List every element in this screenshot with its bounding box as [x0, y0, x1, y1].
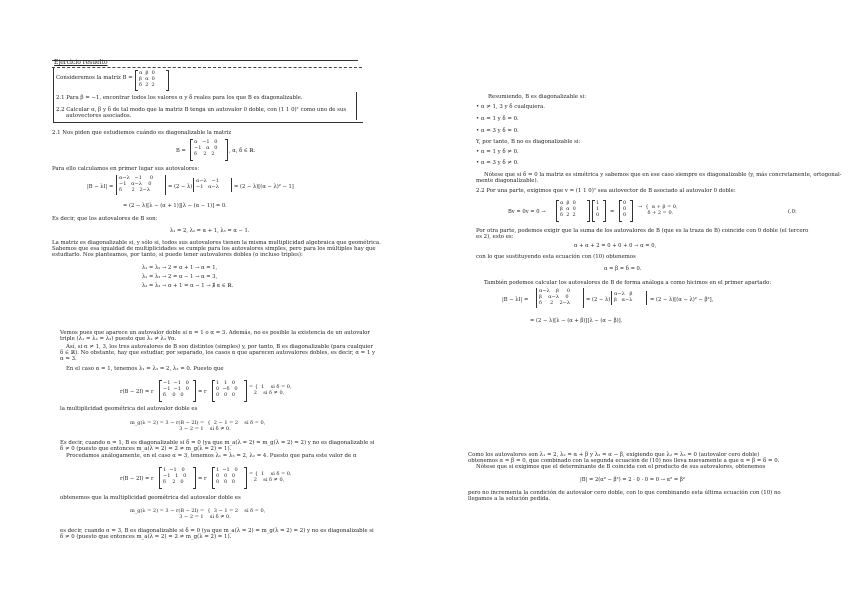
- bracket: [619, 200, 622, 222]
- matrix-b: α −1 0 −1 α 0 δ 2 2: [194, 139, 218, 157]
- problem-box-left: [53, 68, 54, 122]
- paragraph: Sabemos que esa igualdad de multiplicidades se cumple para los autovalores simples, pero para los múltiples hay que: [52, 246, 376, 252]
- bullet-item: • α = 1 y δ = 0.: [476, 116, 519, 122]
- bullet-item: • α = 3 y δ ≠ 0.: [476, 160, 519, 166]
- paragraph: δ ≠ 0 (puesto que entonces m_a(λ = 2) = 2 ≠ m_g(λ = 2) = 1).: [60, 446, 232, 452]
- paragraph: Por otra parte, podemos exigir que la suma de los autovalores de B (que es la traza de B) coincide con 0 doble (el tercero: [476, 228, 809, 234]
- eigvec-eq: =: [610, 209, 615, 215]
- determinant-equation: |B| = 2(α² − β²) = 2 · 0 · 0 = 0 → α² = β²: [580, 477, 685, 483]
- paragraph: En el caso α = 1, tenemos λ₁ = λ₂ = 2, λ₃ = 0. Puesto que: [66, 366, 224, 372]
- rank-1-eq: = r: [198, 389, 207, 395]
- bracket: [592, 200, 595, 222]
- charpoly-det2: α−λ −1 −1 α−λ: [196, 178, 219, 190]
- bracket: [159, 380, 162, 402]
- charpoly2-det2: α−λ β β α−λ: [614, 291, 633, 303]
- bracket: [193, 380, 196, 402]
- rank-2-matrix-a: 1 −1 0 −1 1 0 δ 2 0: [163, 467, 187, 485]
- eigvec-system: → { α + β = 0, δ + 2 = 0.: [638, 204, 678, 216]
- paragraph: También podemos calcular los autovalores de B de forma análoga a como hicimos en el primer apartado:: [484, 280, 772, 286]
- paragraph: obtenemos α = β = 0, que combinado con la segunda ecuación de (10) nos lleva nuevamente a que α = β = δ = 0.: [468, 458, 780, 464]
- paragraph: Nótese que si δ = 0 la matriz es simétrica y sabemos que en ese caso siempre es diagonalizable (y, más concretamente, ortogonal-: [484, 172, 842, 178]
- matrix-b-condition: , α, δ ∈ ℝ.: [229, 148, 256, 154]
- question-2-2: 2.2 Calcular α, β y δ de tal modo que la matriz B tenga un autovalor 0 doble, con (1 1 0)ᵀ como uno de sus: [56, 107, 347, 113]
- rank-2-matrix-b: 1 −1 0 0 0 0 0 0 0: [216, 467, 238, 485]
- det-bar: [611, 291, 612, 305]
- paragraph: 2.2 Por una parte, exigimos que v = (1 1 0)ᵀ sea autovector de B asociado al autovalor 0 doble:: [476, 188, 736, 194]
- paragraph: llegamos a la solución pedida.: [468, 496, 551, 502]
- rank-2-eq: = r: [198, 476, 207, 482]
- charpoly2-det: α−λ β 0 β α−λ 0 δ 2 2−λ: [539, 288, 571, 306]
- case-line: λ₂ = λ₃ → α + 1 = α − 1 → ∄ α ∈ ℝ.: [142, 283, 234, 289]
- bullet-text: α ≠ 1, 3 y δ cualquiera.: [480, 104, 545, 110]
- bracket: [244, 380, 247, 402]
- paragraph: Para ello calculamos en primer lugar sus autovalores:: [52, 166, 200, 172]
- geometric-mult-2: m_g(λ = 2) = 3 − r(B − 2I) = { 3 − 1 = 2 si δ = 0, 3 − 2 = 1 si δ ≠ 0.: [130, 508, 266, 520]
- rank-1-matrix-a: −1 −1 0 −1 −1 0 δ 0 0: [163, 380, 189, 398]
- matrix-b-label: B =: [176, 148, 186, 154]
- header-title: Ejercicio resuelto: [54, 59, 108, 66]
- paragraph: estudiarlo. Nos planteamos, por tanto, si puede tener autovalores dobles (o incluso triples):: [52, 252, 303, 258]
- paragraph: δ ∈ ℝ). No obstante, hay que estudiar, por separado, los casos α que aparecen autovalores dobles, es decir, α = 1 y: [60, 350, 376, 356]
- bullet-text: α = 3 y δ ≠ 0.: [480, 160, 519, 166]
- rank-2-lhs: r(B − 2I) = r: [120, 476, 154, 482]
- det-bar: [646, 291, 647, 305]
- bracket: [587, 200, 590, 222]
- rank-1-matrix-b: 1 1 0 0 −δ 0 0 0 0: [216, 380, 238, 398]
- det-bar: [583, 288, 584, 308]
- geometric-mult-1: m_g(λ = 2) = 3 − r(B − 2I) = { 2 − 1 = 2 si δ = 0, 3 − 2 = 1 si δ ≠ 0.: [130, 420, 266, 432]
- solution-line: α = β = δ = 0.: [604, 266, 642, 272]
- paragraph: δ ≠ 0 (puesto que entonces m_a(λ = 2) = 2 ≠ m_g(λ = 2) = 1).: [60, 534, 232, 540]
- bracket: [630, 200, 633, 222]
- charpoly-line2: = (2 − λ)[λ − (α + 1)][λ − (α − 1)] = 0.: [123, 203, 227, 209]
- paragraph: Nótese que si exigimos que el determinante de B coincida con el producto de sus autovalores, obtenemos: [476, 464, 766, 470]
- charpoly-mid: = (2 − λ): [168, 184, 193, 190]
- case-line: λ₁ = λ₂ → 2 = α + 1 → α = 1,: [142, 265, 218, 271]
- bracket: [193, 467, 196, 489]
- bracket: [212, 380, 215, 402]
- bullet-item: • α = 1 y δ ≠ 0.: [476, 149, 519, 155]
- bullet-text: α = 3 y δ = 0.: [480, 128, 519, 134]
- paragraph: Resumiendo, B es diagonalizable si:: [488, 94, 587, 100]
- problem-box-right: [356, 92, 357, 120]
- paragraph: Es decir, cuando α = 1, B es diagonalizable si δ = 0 (ya que m_a(λ = 2) = m_g(λ = 2) = 2) y no es diagonalizable si: [60, 440, 375, 446]
- header-rule-dashed: [52, 67, 362, 68]
- det-bar: [231, 178, 232, 192]
- eigvec-lhs: Bv = 0v = 0 →: [508, 209, 546, 215]
- problem-intro: Consideremos la matriz B =: [56, 75, 133, 81]
- charpoly2-lhs: |B − λI| =: [502, 297, 529, 303]
- det-bar: [193, 178, 194, 192]
- paragraph: la multiplicidad geométrica del autovalor doble es: [60, 406, 198, 412]
- paragraph: Procedamos análogamente, en el caso α = 3, tenemos λ₁ = λ₃ = 2, λ₂ = 4. Puesto que para este valor de α: [66, 453, 357, 459]
- paragraph: es decir, cuando α = 3, B es diagonalizable si δ = 0 (ya que m_a(λ = 2) = m_g(λ = 2) = 2) y no es diagonalizable si: [60, 528, 374, 534]
- rank-1-lhs: r(B − 2I) = r: [120, 389, 154, 395]
- paragraph: Así, si α ≠ 1, 3, los tres autovalores de B son distintos (simples) y, por tanto, B es diagonalizable (para cualquier: [66, 344, 374, 350]
- question-2-1: 2.1 Para β = −1, encontrar todos los valores α y δ reales para los que B es diagonalizable.: [56, 95, 303, 101]
- bracket: [166, 70, 169, 91]
- paragraph: mente diagonalizable).: [476, 178, 539, 184]
- case-line: λ₁ = λ₃ → 2 = α − 1 → α = 3,: [142, 274, 218, 280]
- det-bar: [536, 288, 537, 308]
- paragraph: Vemos pues que aparece un autovalor doble si α = 1 o α = 3. Además, no es posible la existencia de un autovalor: [60, 330, 370, 336]
- eigvec-vector: 1 1 0: [596, 200, 600, 218]
- paragraph: con lo que sustituyendo esta ecuación con (10) obtenemos: [476, 254, 636, 260]
- paragraph: α = 3.: [60, 356, 77, 362]
- bracket: [244, 467, 247, 489]
- bracket: [556, 200, 559, 222]
- paragraph: La matriz es diagonalizable si, y sólo si, todos sus autovalores tienen la misma multiplicidad algebraica que geométrica.: [52, 240, 381, 246]
- rank-1-result: = { 1 si δ = 0, 2 si δ ≠ 0,: [249, 384, 292, 396]
- equation-tag: (.0:: [788, 209, 797, 215]
- bullet-text: α = 1 y δ ≠ 0.: [480, 149, 519, 155]
- bullet-item: • α = 3 y δ = 0.: [476, 128, 519, 134]
- paragraph: pero no incrementa la condición de autovalor cero doble, con lo que combinando esta última ecuación con (10) no: [468, 490, 781, 496]
- charpoly2-rhs: = (2 − λ)[(α − λ)² − β²],: [650, 297, 714, 303]
- paragraph: obtenemos que la multiplicidad geométrica del autovalor doble es: [60, 495, 241, 501]
- charpoly-det: α−λ −1 0 −1 α−λ 0 δ 2 2−λ: [119, 175, 154, 193]
- bullet-item: • α ≠ 1, 3 y δ cualquiera.: [476, 104, 545, 110]
- solution-2-1-intro: 2.1 Nos piden que estudiemos cuándo es diagonalizable la matriz: [52, 130, 232, 136]
- paragraph: triple (λ₁ = λ₂ = λ₃) puesto que λ₂ ≠ λ₃ ∀α.: [60, 336, 177, 342]
- trace-equation: α + α + 2 = 0 + 0 + 0 → α = 0,: [574, 243, 657, 249]
- charpoly-lhs: |B − λI| =: [87, 184, 114, 190]
- problem-box-bottom: [53, 122, 363, 123]
- bracket: [225, 139, 228, 161]
- paragraph: Es decir, que los autovalores de B son:: [52, 216, 158, 222]
- eigenvalues: λ₁ = 2, λ₂ = α + 1, λ₃ = α − 1.: [170, 228, 250, 234]
- bracket: [159, 467, 162, 489]
- eigvec-zero: 0 0 0: [623, 200, 627, 218]
- problem-matrix: α β 0 β α 0 δ 2 2: [139, 70, 155, 88]
- charpoly2-line2: = (2 − λ)[λ − (α + β)][λ − (α − β)].: [530, 318, 623, 324]
- bracket: [135, 70, 138, 91]
- eigvec-matrix: α β 0 β α 0 δ 2 2: [560, 200, 576, 218]
- paragraph: Y, por tanto, B no es diagonalizable si:: [476, 139, 581, 145]
- question-2-2-cont: autovectores asociados.: [66, 113, 132, 119]
- paragraph: Como los autovalores son λ₁ = 2, λ₂ = α + β y λ₃ = α − β, exigiendo que λ₂ = λ₃ = 0 (autovalor cero doble): [468, 452, 760, 458]
- det-bar: [165, 175, 166, 195]
- bullet-text: α = 1 y δ = 0.: [480, 116, 519, 122]
- charpoly2-mid: = (2 − λ): [586, 297, 611, 303]
- bracket: [212, 467, 215, 489]
- paragraph: es 2), esto es:: [476, 234, 514, 240]
- bracket: [603, 200, 606, 222]
- charpoly-rhs: = (2 − λ)[(α − λ)² − 1]: [234, 184, 294, 190]
- bracket: [190, 139, 193, 161]
- det-bar: [116, 175, 117, 195]
- rank-2-result: = { 1 si δ = 0, 2 si δ ≠ 0,: [249, 471, 292, 483]
